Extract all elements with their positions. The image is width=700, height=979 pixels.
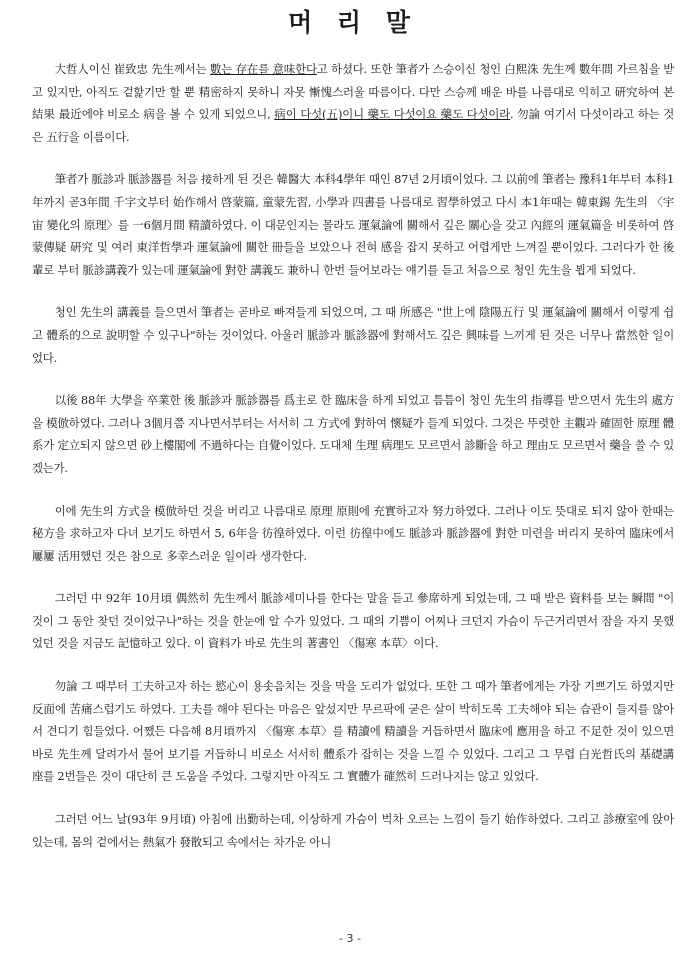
- paragraph-text: 大哲人이신 崔致忠 先生께서는: [54, 62, 210, 76]
- document-body: [32, 58, 674, 853]
- paragraph-text: 勿論 그 때부터 工夫하고자 하는 慾心이 용솟음치는 것을 막을 도리가 없었다. 또한 그 때가 筆者에게는 가장 기쁘기도 하였지만 反面에 苦痛스럽기도 하였다. 工夫를 해야 된다는 마음은 앞섰지만 무르팍에 굳은 살이 박히도록 工夫해야 되는 습관이 들지를 않아서 견디기 힘들었다. 어쨌든 다음해 8月頃까지 〈傷寒 本草〉를 精讀에 精讀을 거듭하면서 臨床에 應用을 하고 不足한 것이 있으면 바로 先生께 달려가서 물어 보기를 거듭하니 비로소 서서히 體系가 잡히는 것을 느낄 수 있었다. 그리고 그 무렵 白光哲氏의 基礎講座를 2번들은 것이 대단히 큰 도움을 주었다. 그렇지만 아직도 그 實體가 確然히 드러나지는 않고 있었다.: [32, 679, 674, 784]
- paragraph-text: 筆者가 脈診과 脈診器를 처음 接하게 된 것은 韓醫大 本科4學年 때인 87년 2月頃이었다. 그 以前에 筆者는 豫科1年부터 本科1年까지 곧3年間 千字文부터 始作해서 啓蒙篇, 童蒙先習, 小學과 四書를 나름대로 習學하였고 다시 本1年때는 韓東錫 先生의 〈宇宙 變化의 原理〉를 一6個月間 精讀하였다. 이 대문인지는 몰라도 運氣論에 關해서 깊은 關心을 갖고 內經의 運氣篇을 비롯하여 啓蒙傳疑 硏究 및 여러 東洋哲學과 運氣論에 關한 冊들을 보았으나 전혀 感을 잡지 못하고 어렵게만 느껴질 뿐이었다. 그러다가 한 後輩로 부터 脈診講義가 있는데 運氣論에 對한 講義도 兼하니 한번 들어보라는 얘기를 듣고 처음으로 청인 先生을 뵙게 되었다.: [32, 172, 674, 277]
- paragraph: [32, 168, 674, 281]
- paragraph: [32, 58, 674, 148]
- underlined-text: 病이 다섯(五)이니 藥도 다섯이요 藥도 다섯이라: [274, 107, 510, 122]
- paragraph-text: 그러던 어느 날(93年 9月頃) 아침에 出勤하는데, 이상하게 가슴이 벅차 오르는 느낌이 들기 始作하였다. 그리고 診療室에 앉아 있는데, 몸의 겉에서는 熱氣가 發散되고 속에서는 차가운 아니: [32, 812, 674, 849]
- paragraph: [32, 808, 674, 853]
- paragraph-text: 이에 先生의 方式을 模倣하던 것을 버리고 나름대로 原理 原則에 充實하고자 努力하였다. 그러나 이도 뜻대로 되지 않아 한때는 秘方을 求하고자 다녀 보기도 하면서 5, 6年을 彷徨하였다. 이런 彷徨中에도 脈診과 脈診器에 對한 미련을 버리지 못하여 臨床에서 屢屢 活用했던 것은 참으로 多幸스러운 일이라 생각한다.: [32, 503, 674, 563]
- paragraph-text: 청인 先生의 講義를 들으면서 筆者는 곧바로 빠져들게 되었으며, 그 때 所感은 "世上에 陰陽五行 및 運氣論에 關해서 이렇게 쉽고 體系的으로 說明할 수 있구나"하는 것이었다. 아울러 脈診과 脈診器에 對해서도 깊은 興味를 느끼게 된 것은 너무나 當然한 일이었다.: [32, 305, 674, 365]
- paragraph-text: 고 하셨다. 또한 筆者가 스승이신 청인 白熙洙 先生께 數年間 가르침을 받고 있지만, 아직도 겉핥기만 할 뿐 精密하지 못하니 자못 慚愧스러울 따름이다. 다만 스승께 배운 바를 나름대로 익히고 硏究하여 본 結果 最近에야 비로소 病을 볼 수 있게 되었으니,: [32, 62, 674, 122]
- paragraph: [32, 389, 674, 479]
- paragraph-text: 以後 88年 大學을 卒業한 後 脈診과 脈診器를 爲主로 한 臨床을 하게 되었고 틈틈이 청인 先生의 指導를 받으면서 先生의 處方을 模倣하였다. 그러나 3個月쯤 지나면서부터는 서서히 그 方式에 對하여 懷疑가 들게 되었다. 그것은 뚜렷한 主觀과 確固한 原理 體系가 定立되지 않으면 砂上樓閣에 不過하다는 自覺이었다. 도대체 生理 病理도 모르면서 診斷을 하고 理由도 모르면서 藥을 쓸 수 있겠는가.: [32, 393, 674, 475]
- paragraph-text: 그러던 中 92年 10月頃 偶然히 先生께서 脈診세미나를 한다는 말을 듣고 參席하게 되었는데, 그 때 받은 資料를 보는 瞬間 "이것이 그 동안 찾던 것이었구나"하는 것을 한눈에 알 수가 있었다. 그 때의 기쁨이 어찌나 크던지 가슴이 두근거리면서 잠을 자지 못했었던 것을 지금도 記憶하고 있다. 이 資料가 바로 先生의 著書인 〈傷寒 本草〉이다.: [32, 591, 674, 651]
- page-number: - 3 -: [339, 932, 361, 945]
- paragraph-text: . 勿論 여기서 다섯이라고 하는 것은 五行을 이름이다.: [32, 107, 674, 144]
- paragraph: [32, 587, 674, 655]
- page-title: 머 리 말: [288, 8, 418, 37]
- paragraph: [32, 675, 674, 788]
- underlined-text: 數는 存在를 意味한다: [209, 62, 317, 76]
- paragraph: [32, 500, 674, 568]
- paragraph: [32, 301, 674, 369]
